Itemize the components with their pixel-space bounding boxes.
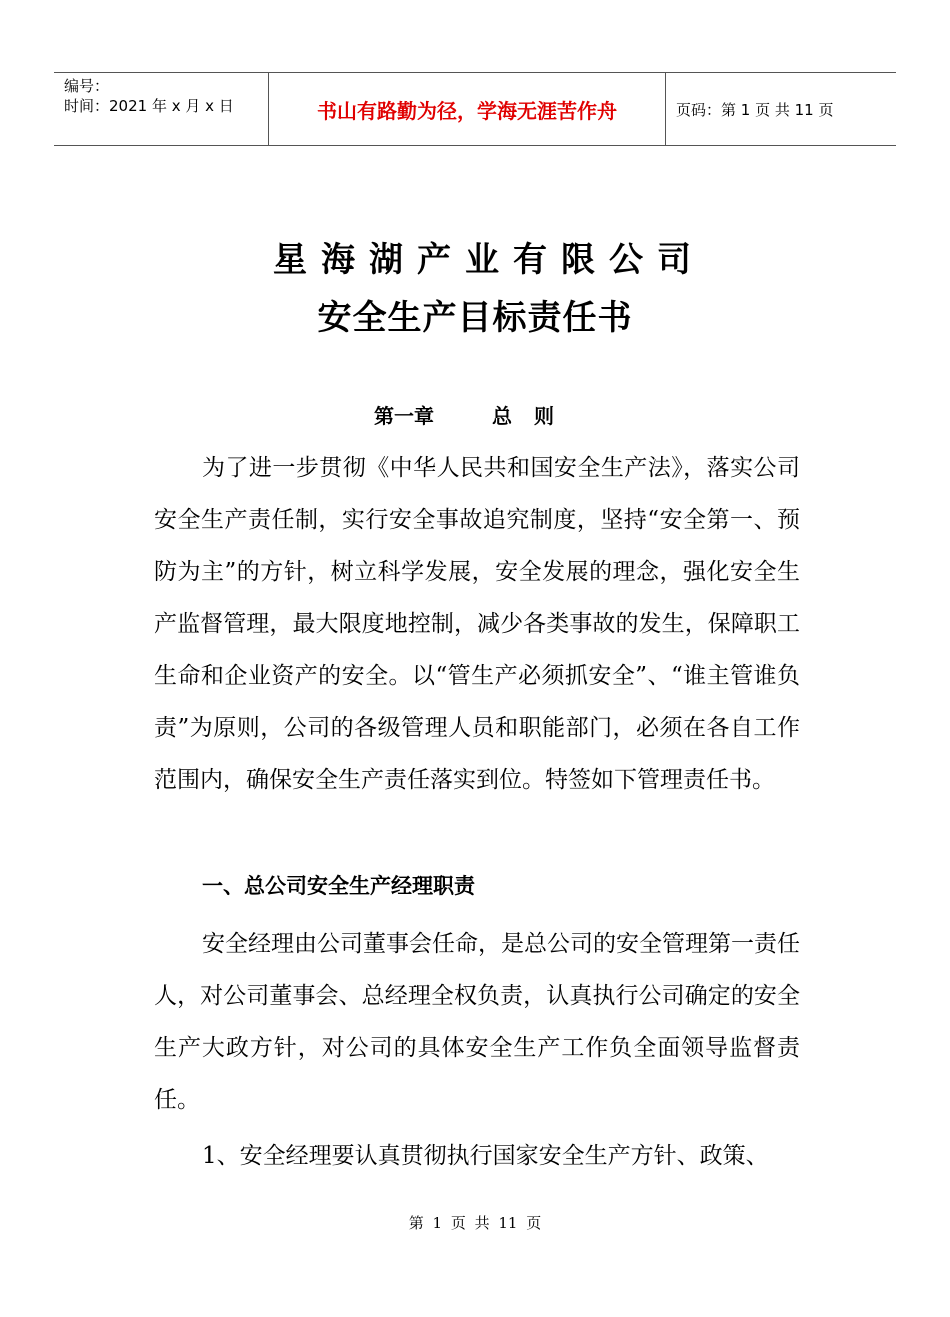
header-page-info: 页码：第 1 页 共 11 页: [676, 100, 834, 119]
time-label: 时间：2021 年 x 月 x 日: [64, 97, 234, 115]
chapter-number: 第一章: [374, 404, 434, 428]
header-motto: 书山有路勤为径，学海无涯苦作舟: [317, 98, 617, 123]
chapter-name: 总则: [492, 404, 576, 428]
document-header: [54, 72, 896, 146]
document-title: 安全生产目标责任书: [317, 298, 633, 338]
header-meta: [64, 76, 264, 116]
page-footer: 第 1 页 共 11 页: [408, 1214, 542, 1232]
intro-paragraph: 为了进一步贯彻《中华人民共和国安全生产法》，落实公司安全生产责任制，实行安全事故追究制度，坚持“安全第一、预防为主”的方针，树立科学发展，安全发展的理念，强化安全生产监督管理，最大限度地控制，减少各类事故的发生，保障职工生命和企业资产的安全。以“管生产必须抓安全”、“谁主管谁负责”为原则，公司的各级管理人员和职能部门，必须在各自工作范围内，确保安全生产责任落实到位。特签如下管理责任书。: [154, 455, 800, 793]
section-paragraph: 安全经理由公司董事会任命，是总公司的安全管理第一责任人，对公司董事会、总经理全权负责，认真执行公司确定的安全生产大政方针，对公司的具体安全生产工作负全面领导监督责任。: [154, 931, 800, 1113]
chapter-heading: [0, 400, 950, 429]
company-title: 星海湖产业有限公司: [273, 240, 705, 280]
list-item: 1、安全经理要认真贯彻执行国家安全生产方针、政策、: [202, 1143, 769, 1169]
section-heading: 一、总公司安全生产经理职责: [202, 874, 475, 898]
header-divider: [665, 73, 666, 145]
number-label: 编号：: [64, 77, 110, 95]
